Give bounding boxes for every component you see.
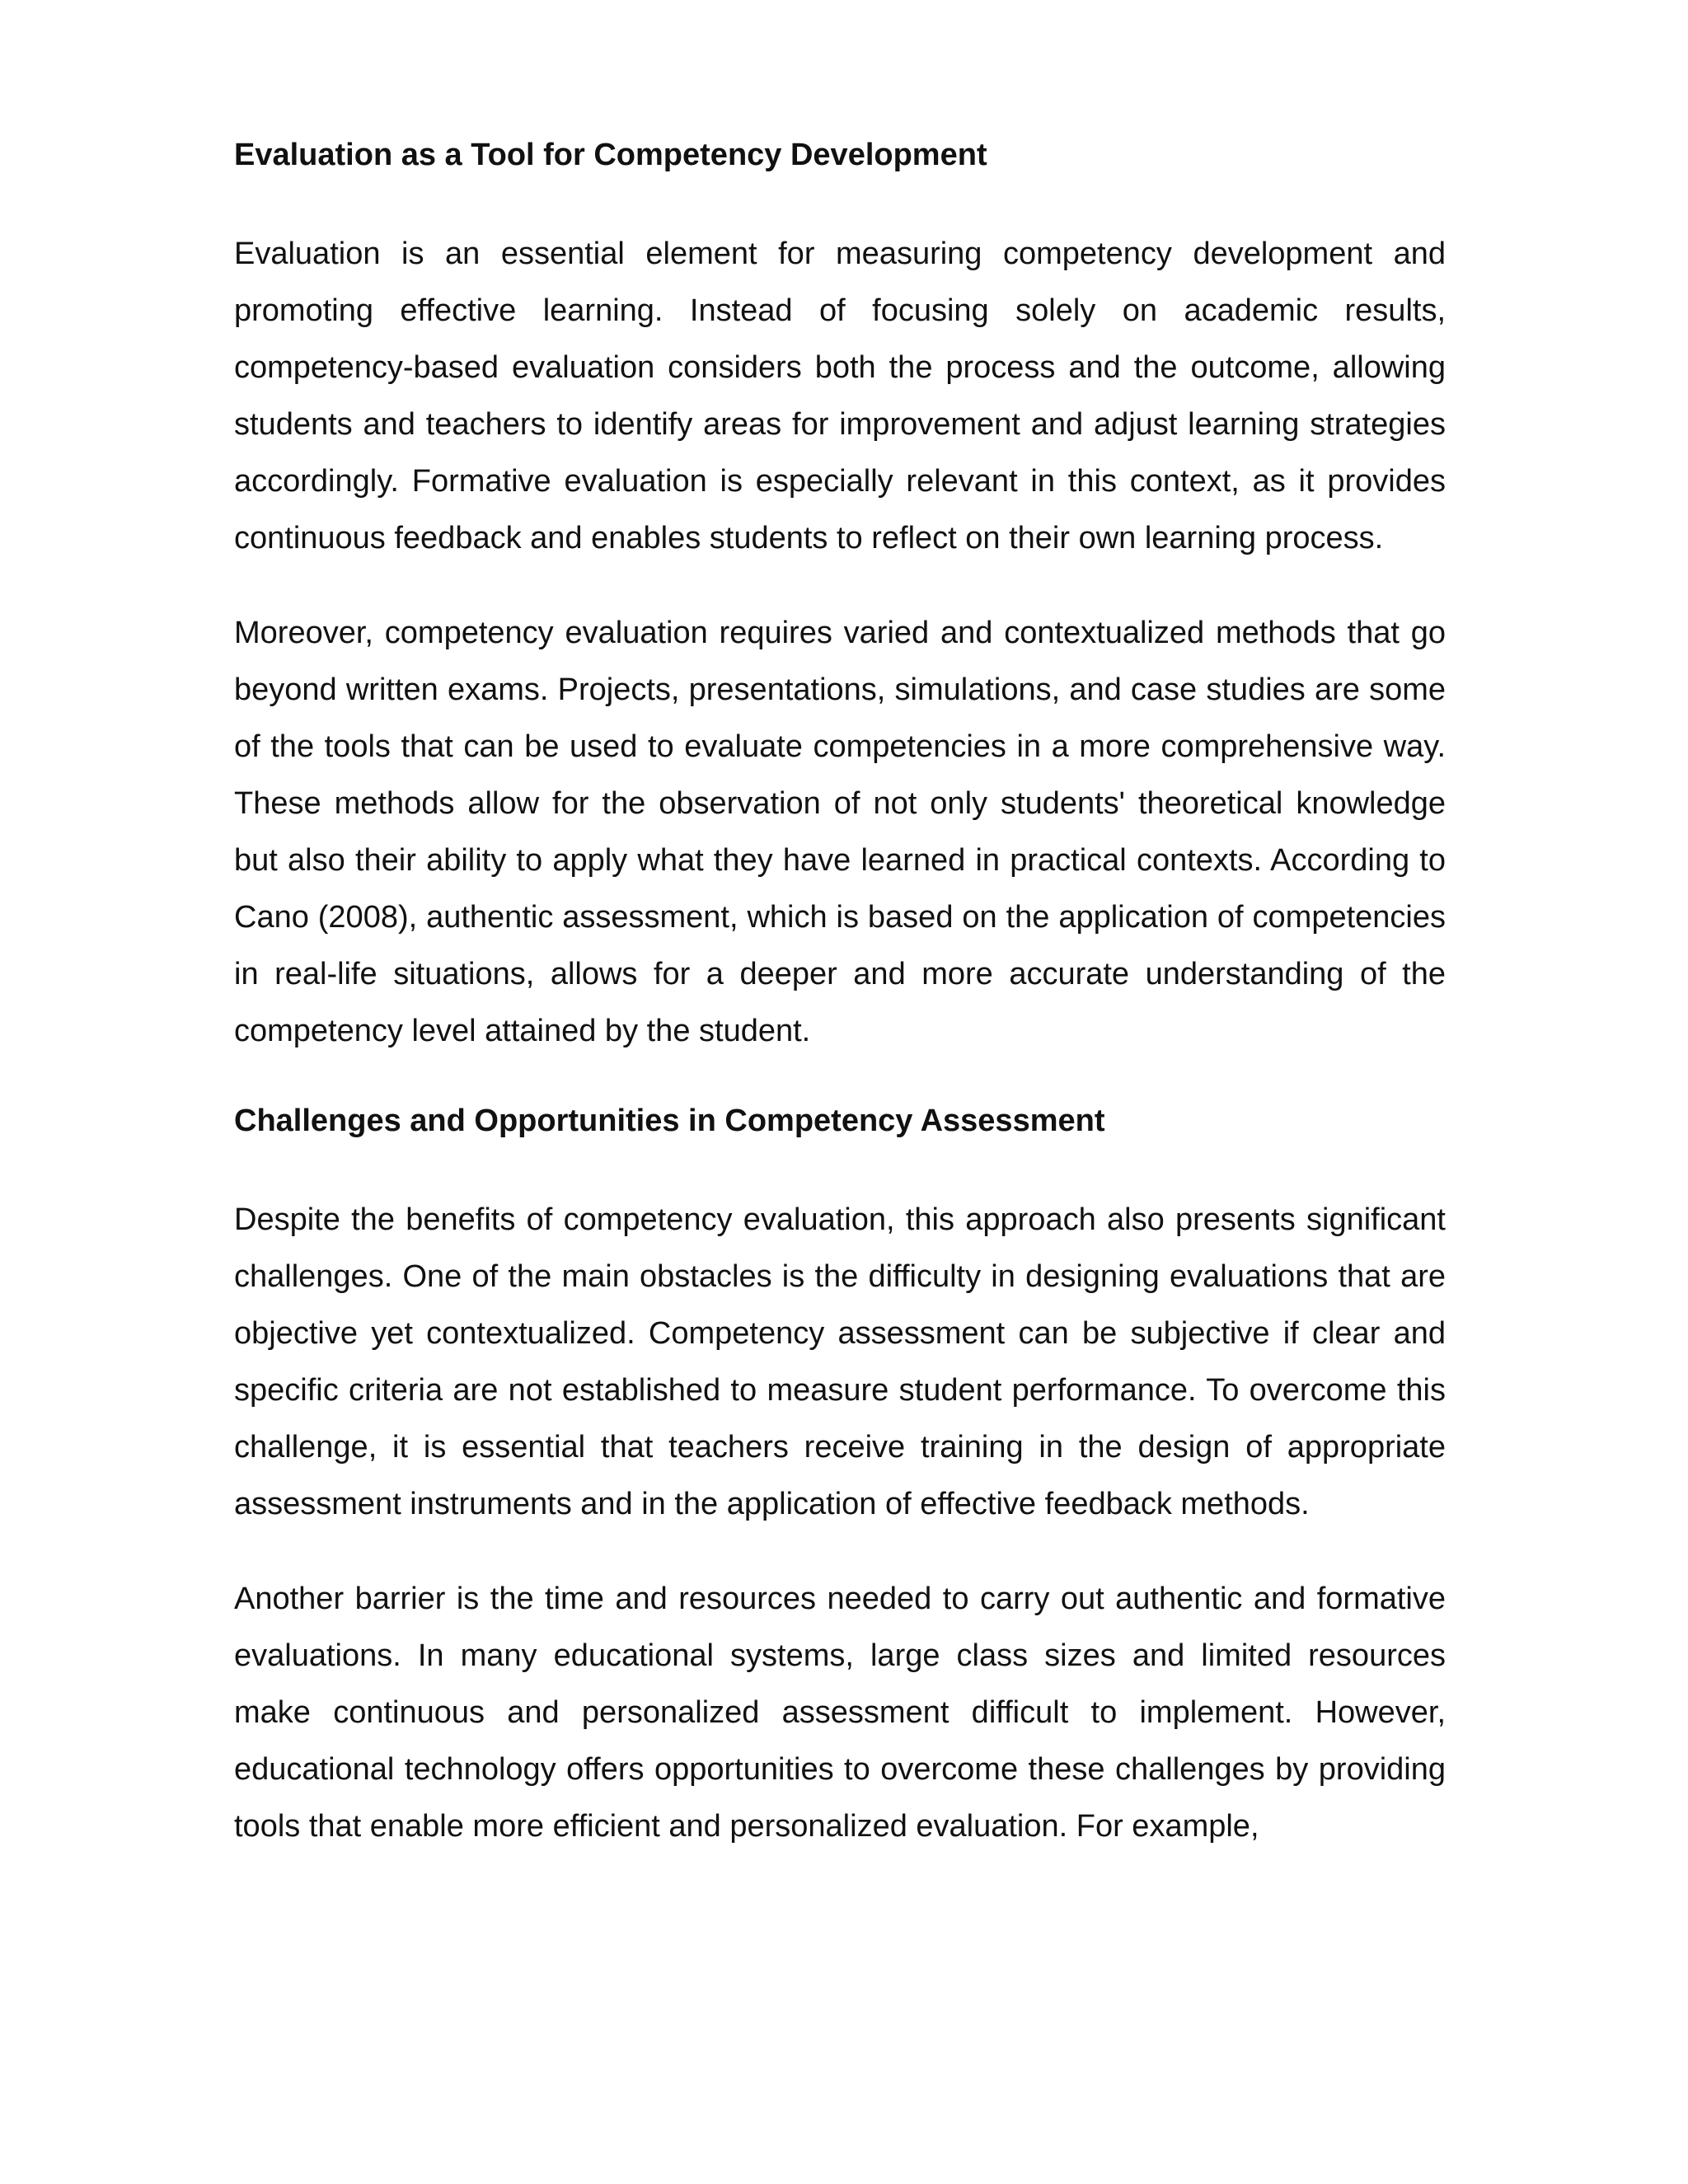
paragraph: Evaluation is an essential element for measuring competency development and promoting effective learning. Instead of focusing solely on academic results, competency-based evaluation considers both the process and the outcome, allowing students and teachers to identify areas for improvement and adjust learning strategies accordingly. Formative evaluation is especially relevant in this context, as it provides continuous feedback and enables students to reflect on their own learning process. [234,237,1446,555]
section-heading: Challenges and Opportunities in Competency Assessment [234,1104,1105,1138]
paragraph: Despite the benefits of competency evaluation, this approach also presents significant challenges. One of the main obstacles is the difficulty in designing evaluations that are objective yet contextualized. Competency assessment can be subjective if clear and specific criteria are not established to measure student performance. To overcome this challenge, it is essential that teachers receive training in the design of appropriate assessment instruments and in the application of effective feedback methods. [234,1202,1446,1521]
section-heading: Evaluation as a Tool for Competency Development [234,138,987,172]
paragraph: Moreover, competency evaluation requires varied and contextualized methods that go beyond written exams. Projects, presentations, simulations, and case studies are some of the tools that can be used to evaluate competencies in a more comprehensive way. These methods allow for the observation of not only students' theoretical knowledge but also their ability to apply what they have learned in practical contexts. According to Cano (2008), authentic assessment, which is based on the application of competencies in real-life situations, allows for a deeper and more accurate understanding of the competency level attained by the student. [234,616,1446,1048]
document-body [234,132,1446,1855]
paragraph: Another barrier is the time and resources needed to carry out authentic and formative evaluations. In many educational systems, large class sizes and limited resources make continuous and personalized assessment difficult to implement. However, educational technology offers opportunities to overcome these challenges by providing tools that enable more efficient and personalized evaluation. For example, [234,1582,1446,1844]
